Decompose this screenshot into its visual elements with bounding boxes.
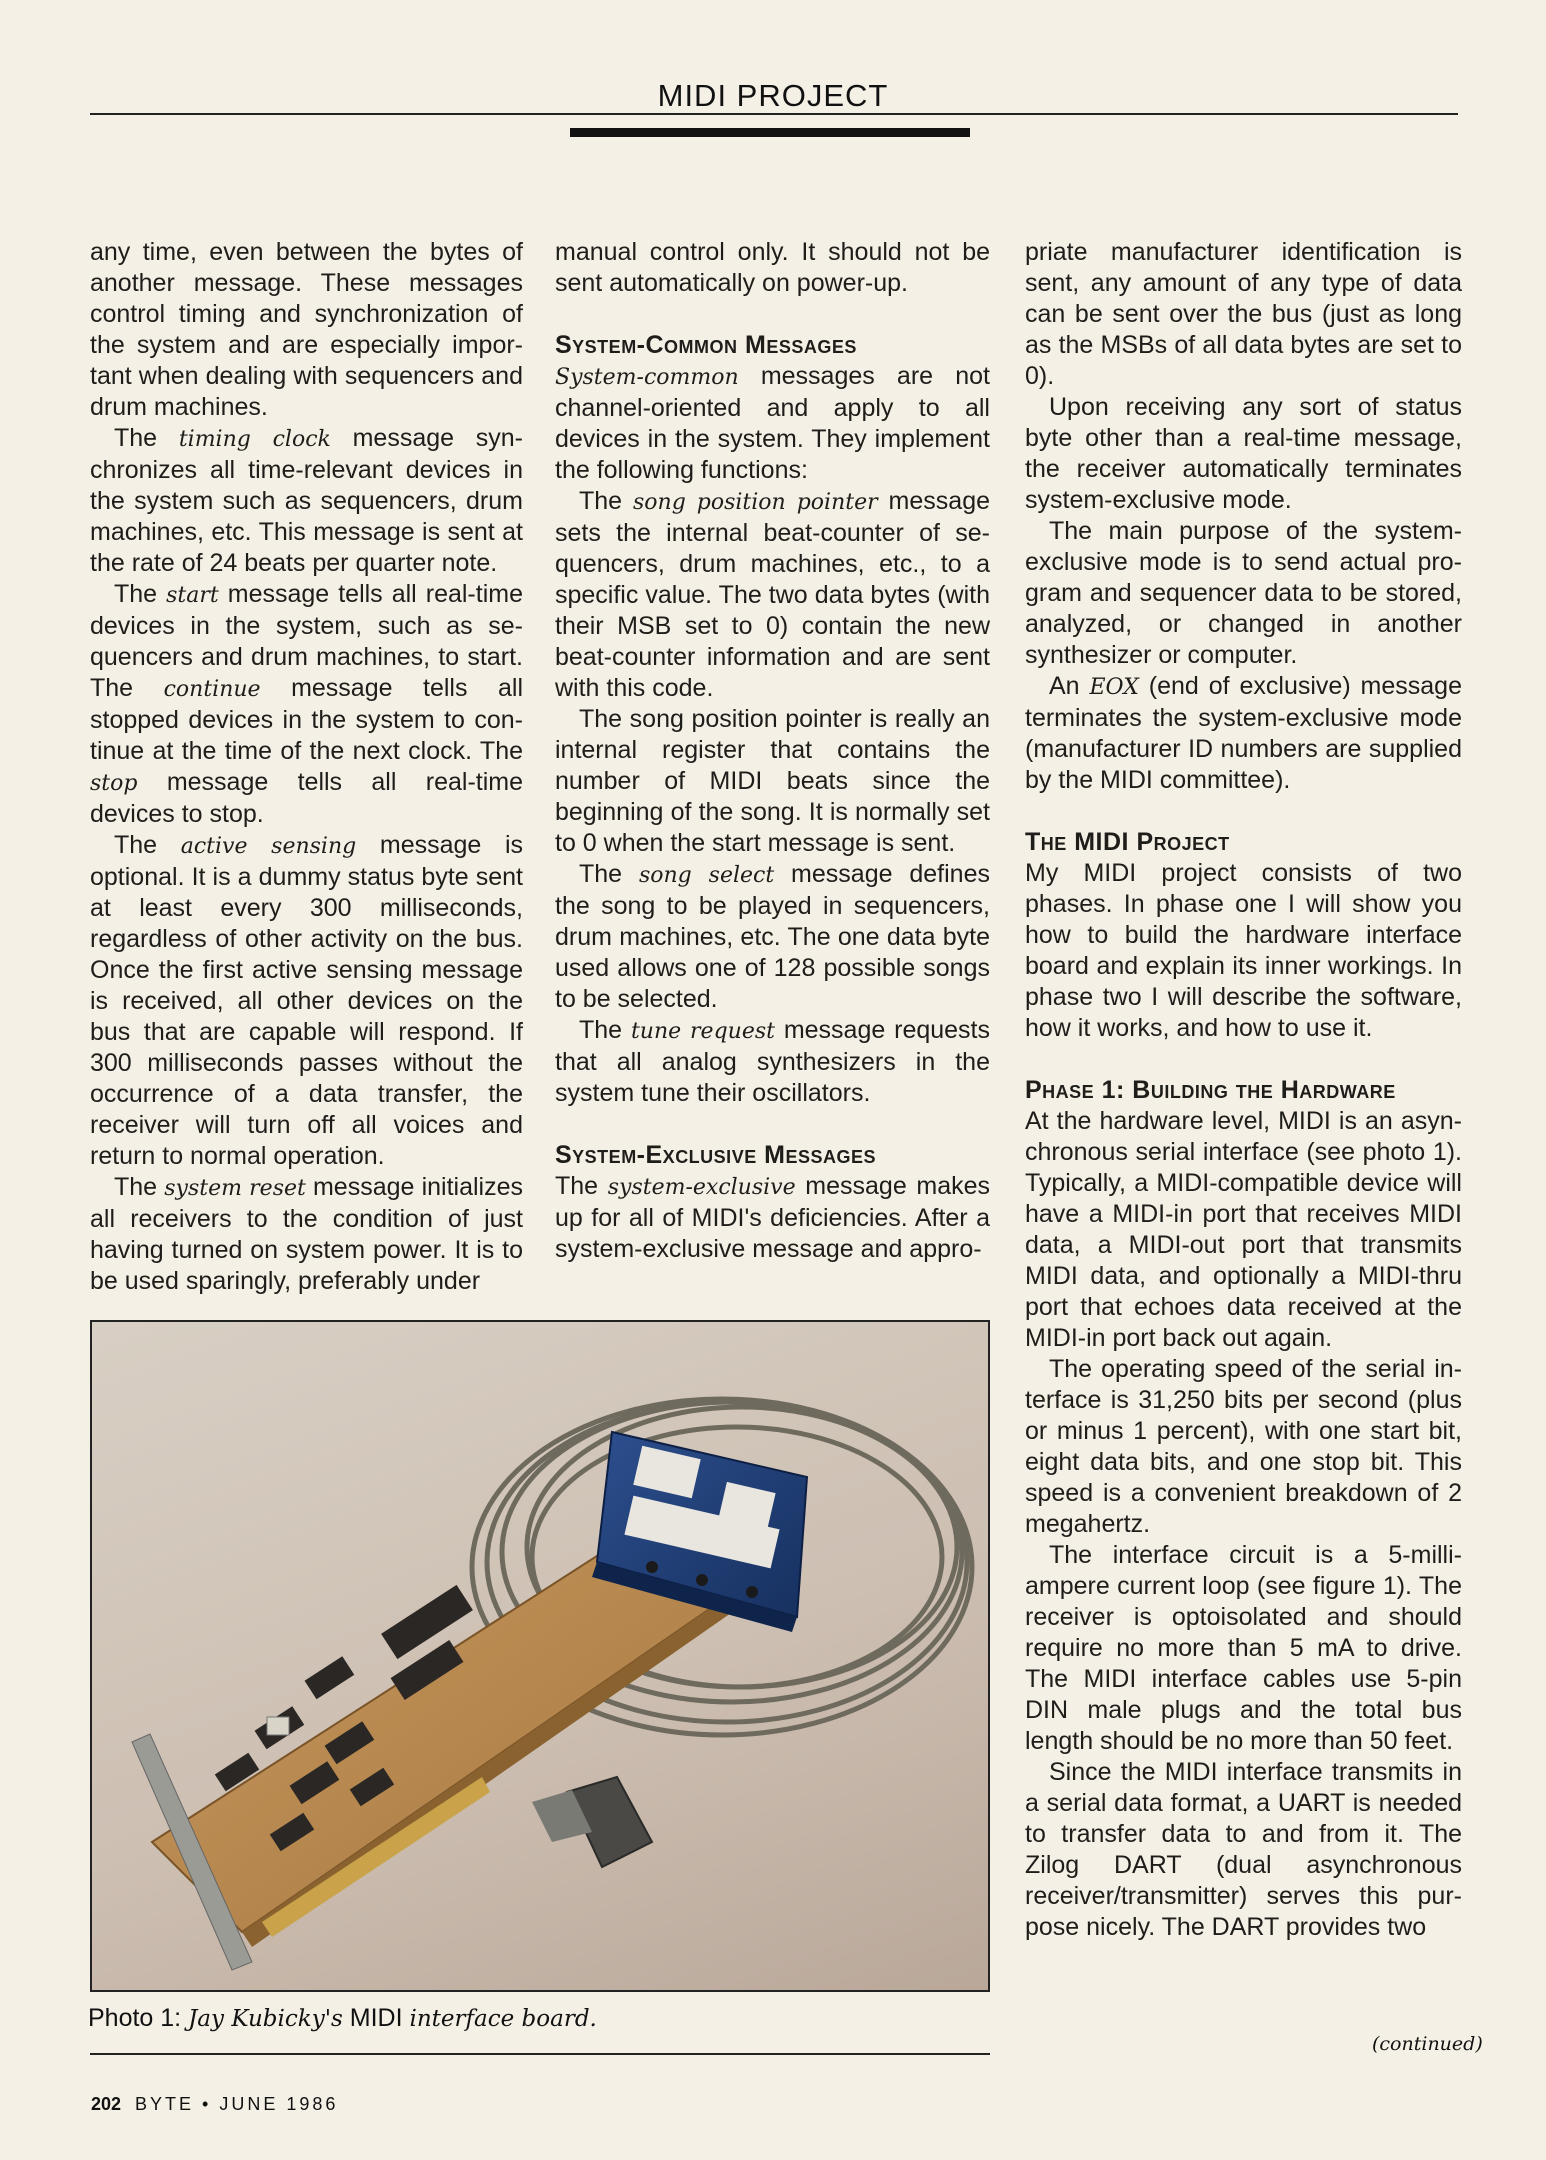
chip xyxy=(305,1656,355,1699)
section-heading: The MIDI Project xyxy=(1025,828,1230,856)
midi-board-illustration xyxy=(92,1322,988,1990)
crystal xyxy=(267,1717,289,1735)
paragraph: At the hardware level, MIDI is an asynchronous serial interface (see photo 1). Typically, a MIDI-compatible device will have a MIDI-in port that receives MIDI data, a MIDI-out port that transmits MIDI data, and optionally a MIDI-thru port that echoes data received at the MIDI-in port back out again. xyxy=(1025,1107,1462,1352)
column-2 xyxy=(555,237,990,1265)
section-heading: System-Common Messages xyxy=(555,331,857,359)
column-1 xyxy=(90,237,523,1297)
caption-rule xyxy=(90,2053,990,2055)
page-footer xyxy=(91,2094,338,2115)
paragraph: System-common messages are not channel-oriented and apply to all devices in the system. They implement the following functions: xyxy=(555,362,990,484)
paragraph: The timing clock message synchronizes all time-relevant devices in the system such as sequencers, drum machines, etc. This message is sent at the rate of 24 beats per quarter note. xyxy=(90,424,523,577)
paragraph: The system-exclusive message makes up for all of MIDI's deficiencies. After a system-exclusive message and appro- xyxy=(555,1172,991,1263)
header-bar xyxy=(570,128,970,137)
running-header: MIDI PROJECT xyxy=(657,78,889,113)
section-heading: System-Exclusive Messages xyxy=(555,1141,876,1169)
paragraph: The interface circuit is a 5-milliampere current loop (see figure 1). The receiver is optoisolated and should require no more than 5 mA to drive. The MIDI interface cables use 5-pin DIN male plugs and the total bus length should be no more than 50 feet. xyxy=(1025,1541,1462,1755)
paragraph: priate manufacturer identification is sent, any amount of any type of data can be sent over the bus (just as long as the MSBs of all data bytes are set to 0). xyxy=(1025,238,1462,390)
section-heading: Phase 1: Building the Hardware xyxy=(1025,1076,1396,1104)
paragraph: The system reset message initializes all receivers to the condition of just having turned on system power. It is to be used sparingly, preferably under xyxy=(90,1173,523,1295)
paragraph: An EOX (end of exclusive) message terminates the system-exclusive mode (manufacturer ID numbers are supplied by the MIDI committee). xyxy=(1025,672,1462,794)
paragraph: The main purpose of the system-exclusive mode is to send actual program and sequencer data to be stored, analyzed, or changed in another synthesizer or computer. xyxy=(1025,517,1462,669)
paragraph: The tune request message requests that all analog synthesizers in the system tune their oscillators. xyxy=(555,1016,991,1107)
page-number: 202 xyxy=(91,2094,122,2114)
paragraph: The active sensing message is optional. It is a dummy status byte sent at least every 300 milliseconds, regardless of other activity on the bus. Once the first active sensing message is received, all other devices on the bus that are capable will respond. If 300 milliseconds passes without the occurrence of a data transfer, the receiver will turn off all voices and return to normal operation. xyxy=(90,831,524,1170)
paragraph: The song select message defines the song to be played in sequencers, drum machines, etc. The one data byte used allows one of 128 possible songs to be selected. xyxy=(555,860,990,1013)
continued-label: (continued) xyxy=(1372,2033,1483,2055)
paragraph: Upon receiving any sort of status byte other than a real-time message, the receiver automatically terminates system-exclusive mode. xyxy=(1025,393,1462,514)
column-3 xyxy=(1025,237,1462,1943)
db-connector xyxy=(532,1777,652,1867)
midi-board-photo xyxy=(90,1320,990,1992)
paragraph: manual control only. It should not be sent automatically on power-up. xyxy=(555,238,990,297)
photo-caption: Photo 1: Jay Kubicky's MIDI interface board. xyxy=(88,2004,597,2032)
paragraph: The start message tells all real-time devices in the system, such as sequencers and drum machines, to start. The continue message tells all stopped devices in the system to continue at the time of the next clock. The stop message tells all real-time devices to stop. xyxy=(90,580,524,828)
paragraph: any time, even between the bytes of another message. These messages control timing and synchronization of the system and are especially important when dealing with sequencers and drum machines. xyxy=(90,238,523,421)
paragraph: Since the MIDI interface transmits in a serial data format, a UART is needed to transfer data to and from it. The Zilog DART (dual asynchronous receiver/transmitter) serves this purpose nicely. The DART provides two xyxy=(1025,1758,1462,1941)
paragraph: The song position pointer message sets the internal beat-counter of sequencers, drum machines, etc., to a specific value. The two data bytes (with their MSB set to 0) contain the new beat-counter information and are sent with this code. xyxy=(555,487,990,702)
paragraph: The song position pointer is really an internal register that contains the number of MIDI beats since the beginning of the song. It is normally set to 0 when the start message is sent. xyxy=(555,705,990,857)
magazine-issue: BYTE • JUNE 1986 xyxy=(135,2094,339,2114)
paragraph: My MIDI project consists of two phases. In phase one I will show you how to build the hardware interface board and explain its inner workings. In phase two I will describe the software, how it works, and how to use it. xyxy=(1025,859,1462,1042)
header-rule xyxy=(90,113,1458,115)
paragraph: The operating speed of the serial interface is 31,250 bits per second (plus or minus 1 percent), with one start bit, eight data bits, and one stop bit. This speed is a convenient breakdown of 2 megahertz. xyxy=(1025,1355,1462,1538)
